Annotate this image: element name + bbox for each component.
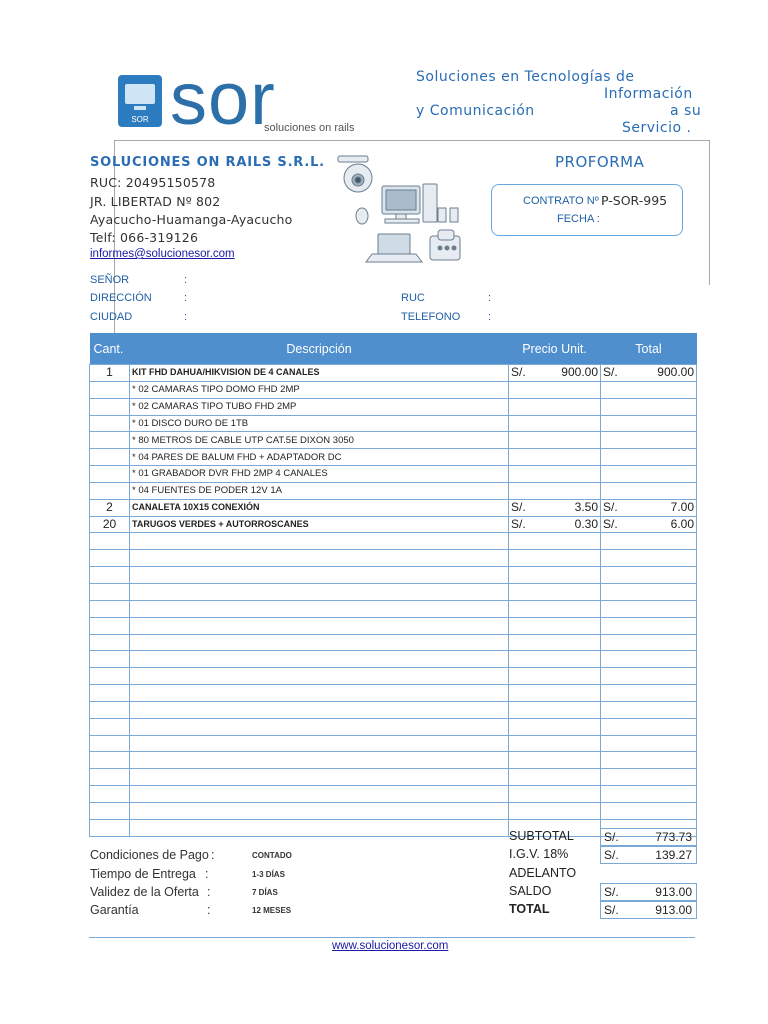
table-row-empty xyxy=(90,583,697,600)
row-total xyxy=(601,482,697,499)
condition-value: CONTADO xyxy=(252,851,292,860)
row-total xyxy=(601,415,697,432)
company-email-link[interactable]: informes@solucionesor.com xyxy=(90,248,235,260)
client-city-label: CIUDAD xyxy=(90,311,133,323)
mouse-icon xyxy=(356,208,368,224)
row-qty: 2 xyxy=(90,499,130,516)
subtotal-box xyxy=(600,828,697,846)
row-qty: 20 xyxy=(90,516,130,533)
total-box xyxy=(600,901,697,919)
row-unit-price xyxy=(509,499,601,516)
adelanto-label: ADELANTO xyxy=(509,866,577,880)
items-table xyxy=(89,333,697,837)
monitor-icon xyxy=(125,84,155,104)
row-unit-price xyxy=(509,449,601,466)
slogan-line3b: a su xyxy=(670,103,702,119)
row-qty xyxy=(90,415,130,432)
table-row-empty xyxy=(90,634,697,651)
slogan-line1: Soluciones en Tecnologías de xyxy=(416,69,635,85)
row-total xyxy=(601,516,697,533)
items-body xyxy=(90,365,697,837)
condition-label: Tiempo de Entrega xyxy=(90,867,196,881)
panel-top-border xyxy=(114,140,710,141)
client-ruc-label: RUC xyxy=(401,292,425,304)
row-total xyxy=(601,381,697,398)
client-address-colon: : xyxy=(184,292,188,304)
footer-divider xyxy=(89,937,695,938)
row-qty xyxy=(90,398,130,415)
table-row xyxy=(90,415,697,432)
table-row-empty xyxy=(90,786,697,803)
client-city-colon: : xyxy=(184,311,188,323)
contract-box xyxy=(491,184,683,236)
row-total xyxy=(601,466,697,483)
table-row-empty xyxy=(90,685,697,702)
row-total xyxy=(601,449,697,466)
condition-value: 7 DÍAS xyxy=(252,888,278,897)
row-description: * 80 METROS DE CABLE UTP CAT.5E DIXON 3050 xyxy=(130,432,509,449)
desktop-computer-icon xyxy=(382,184,437,223)
table-row-empty xyxy=(90,752,697,769)
row-total-value: 6.00 xyxy=(670,517,694,532)
row-description: TARUGOS VERDES + AUTORROSCANES xyxy=(130,516,509,533)
speakers-icon xyxy=(438,208,458,222)
client-phone-label: TELEFONO xyxy=(401,311,461,323)
company-ruc: RUC: 20495150578 xyxy=(90,175,216,190)
row-total-value: 900.00 xyxy=(657,365,694,380)
equipment-illustration xyxy=(330,150,480,270)
row-total xyxy=(601,398,697,415)
date-label: FECHA : xyxy=(557,213,600,225)
row-description: * 01 GRABADOR DVR FHD 2MP 4 CANALES xyxy=(130,466,509,483)
table-row-empty xyxy=(90,735,697,752)
row-unit-price xyxy=(509,482,601,499)
table-row-empty xyxy=(90,651,697,668)
logo-mark xyxy=(118,75,162,127)
panel-right-border xyxy=(709,140,710,285)
row-price-value: 3.50 xyxy=(574,500,598,515)
subtotal-label: SUBTOTAL xyxy=(509,829,574,843)
table-row xyxy=(90,432,697,449)
header-qty: Cant. xyxy=(90,333,130,365)
row-description: CANALETA 10X15 CONEXIÓN xyxy=(130,499,509,516)
row-description: * 04 PARES DE BALUM FHD + ADAPTADOR DC xyxy=(130,449,509,466)
row-total-currency: S/. xyxy=(603,517,618,532)
condition-colon: : xyxy=(207,903,211,917)
table-row xyxy=(90,381,697,398)
table-row xyxy=(90,365,697,382)
saldo-currency: S/. xyxy=(604,885,619,899)
igv-box xyxy=(600,846,697,864)
table-row-empty xyxy=(90,718,697,735)
igv-label: I.G.V. 18% xyxy=(509,847,569,861)
logo-tagline: soluciones on rails xyxy=(264,122,355,134)
header-description: Descripción xyxy=(130,333,509,365)
telephone-icon xyxy=(430,230,460,260)
row-description: * 02 CAMARAS TIPO TUBO FHD 2MP xyxy=(130,398,509,415)
row-qty xyxy=(90,482,130,499)
table-row-empty xyxy=(90,668,697,685)
table-row-empty xyxy=(90,533,697,550)
table-header-row xyxy=(90,333,697,365)
table-row-empty xyxy=(90,600,697,617)
row-price-value: 900.00 xyxy=(561,365,598,380)
subtotal-currency: S/. xyxy=(604,830,619,844)
laptop-icon xyxy=(366,234,422,262)
row-description: * 01 DISCO DURO DE 1TB xyxy=(130,415,509,432)
subtotal-value: 773.73 xyxy=(655,830,692,844)
table-row-empty xyxy=(90,802,697,819)
igv-value: 139.27 xyxy=(655,848,692,862)
row-price-currency: S/. xyxy=(511,500,526,515)
header-unit-price: Precio Unit. xyxy=(509,333,601,365)
row-price-value: 0.30 xyxy=(574,517,598,532)
row-unit-price xyxy=(509,365,601,382)
row-total xyxy=(601,432,697,449)
condition-colon: : xyxy=(211,848,215,862)
row-total-currency: S/. xyxy=(603,500,618,515)
row-total-value: 7.00 xyxy=(670,500,694,515)
document-title: PROFORMA xyxy=(555,153,645,171)
table-row-empty xyxy=(90,769,697,786)
condition-label: Condiciones de Pago xyxy=(90,848,209,862)
row-unit-price xyxy=(509,398,601,415)
slogan-line3a: y Comunicación xyxy=(416,103,535,119)
table-row-empty xyxy=(90,701,697,718)
table-row-empty xyxy=(90,617,697,634)
row-total xyxy=(601,499,697,516)
contract-label: CONTRATO Nº : xyxy=(523,195,605,207)
condition-colon: : xyxy=(207,885,211,899)
company-address: JR. LIBERTAD Nº 802 xyxy=(90,194,221,209)
row-price-currency: S/. xyxy=(511,365,526,380)
table-row xyxy=(90,466,697,483)
table-row xyxy=(90,482,697,499)
condition-label: Validez de la Oferta xyxy=(90,885,199,899)
row-price-currency: S/. xyxy=(511,517,526,532)
saldo-value: 913.00 xyxy=(655,885,692,899)
row-description: KIT FHD DAHUA/HIKVISION DE 4 CANALES xyxy=(130,365,509,382)
row-unit-price xyxy=(509,466,601,483)
contract-value: P-SOR-995 xyxy=(601,193,668,208)
table-row-empty xyxy=(90,550,697,567)
total-currency: S/. xyxy=(604,903,619,917)
security-camera-icon xyxy=(338,156,372,192)
company-city: Ayacucho-Huamanga-Ayacucho xyxy=(90,212,293,227)
saldo-label: SALDO xyxy=(509,884,552,898)
table-row-empty xyxy=(90,567,697,584)
table-row xyxy=(90,499,697,516)
row-qty xyxy=(90,449,130,466)
row-qty xyxy=(90,432,130,449)
client-ruc-colon: : xyxy=(488,292,492,304)
company-name: SOLUCIONES ON RAILS S.R.L. xyxy=(90,155,325,170)
client-phone-colon: : xyxy=(488,311,492,323)
total-label: TOTAL xyxy=(509,902,550,916)
table-row xyxy=(90,516,697,533)
slogan-line2: Información xyxy=(604,86,693,102)
row-unit-price xyxy=(509,381,601,398)
row-unit-price xyxy=(509,415,601,432)
client-name-colon: : xyxy=(184,274,188,286)
row-qty xyxy=(90,381,130,398)
slogan-line4: Servicio . xyxy=(622,120,692,136)
client-address-label: DIRECCIÓN xyxy=(90,292,152,304)
header-total: Total xyxy=(601,333,697,365)
condition-colon: : xyxy=(205,867,209,881)
row-unit-price xyxy=(509,432,601,449)
website-link[interactable]: www.solucionesor.com xyxy=(332,940,449,952)
row-total xyxy=(601,365,697,382)
table-row xyxy=(90,449,697,466)
row-total-currency: S/. xyxy=(603,365,618,380)
condition-value: 1-3 DÍAS xyxy=(252,870,285,879)
client-name-label: SEÑOR xyxy=(90,274,130,286)
igv-currency: S/. xyxy=(604,848,619,862)
condition-label: Garantía xyxy=(90,903,139,917)
row-qty xyxy=(90,466,130,483)
logo-wordmark: sor xyxy=(170,57,276,140)
condition-value: 12 MESES xyxy=(252,906,292,915)
company-phone: Telf: 066-319126 xyxy=(90,230,199,245)
row-qty: 1 xyxy=(90,365,130,382)
table-row xyxy=(90,398,697,415)
saldo-box xyxy=(600,883,697,901)
total-value: 913.00 xyxy=(655,903,692,917)
row-unit-price xyxy=(509,516,601,533)
row-description: * 04 FUENTES DE PODER 12V 1A xyxy=(130,482,509,499)
logo-mini-text: SOR xyxy=(131,115,149,124)
row-description: * 02 CAMARAS TIPO DOMO FHD 2MP xyxy=(130,381,509,398)
